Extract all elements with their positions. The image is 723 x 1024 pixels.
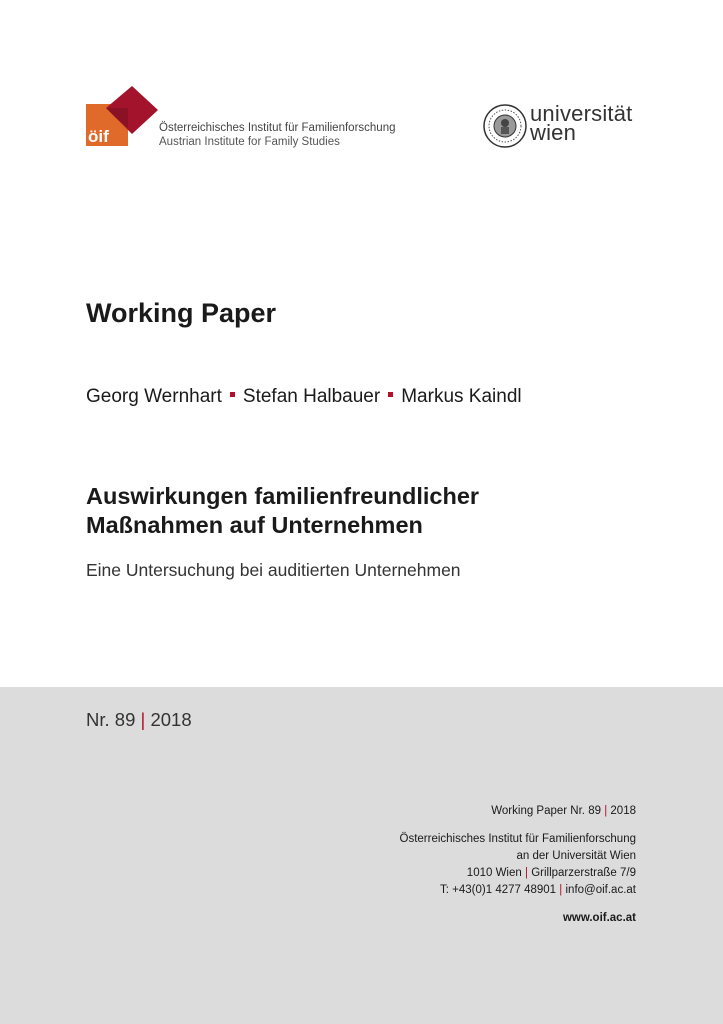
issue-number: [86, 709, 192, 731]
paper-title-line2: Maßnahmen auf Unternehmen: [86, 512, 423, 538]
institute-name-en: Austrian Institute for Family Studies: [159, 136, 340, 148]
imprint-email[interactable]: info@oif.ac.at: [565, 884, 636, 896]
imprint-website-link[interactable]: www.oif.ac.at: [562, 912, 636, 924]
paper-title-line1: Auswirkungen familienfreundlicher: [86, 483, 480, 509]
imprint-address: [236, 865, 636, 882]
author-name: Stefan Halbauer: [242, 386, 381, 407]
imprint-phone: T: +43(0)1 4277 48901: [440, 884, 557, 896]
oif-logo-text: öif: [88, 127, 109, 146]
imprint: [236, 803, 636, 927]
imprint-street: Grillparzerstraße 7/9: [531, 867, 636, 879]
imprint-institute: Österreichisches Institut für Familienforschung: [399, 833, 636, 845]
imprint-separator: |: [604, 805, 608, 817]
imprint-series-year: 2018: [610, 805, 636, 817]
imprint-separator: |: [559, 884, 563, 896]
author-separator: [388, 392, 393, 397]
issue-year: 2018: [150, 709, 192, 730]
institute-name-de: Österreichisches Institut für Familienforschung: [159, 122, 396, 134]
author-name: Georg Wernhart: [86, 386, 222, 407]
imprint-city: 1010 Wien: [466, 867, 522, 879]
university-name-line2: wien: [530, 120, 577, 145]
paper-title: [86, 482, 646, 540]
imprint-series-text: Working Paper Nr. 89: [491, 805, 601, 817]
imprint-series: [236, 803, 636, 820]
imprint-separator: |: [524, 867, 528, 879]
document-type: Working Paper: [86, 298, 277, 328]
university-name-line1: universität: [530, 101, 633, 126]
imprint-contact: [236, 882, 636, 899]
author-separator: [230, 392, 235, 397]
imprint-affiliation: an der Universität Wien: [516, 850, 636, 862]
oif-logo-icon: [86, 86, 166, 146]
paper-subtitle: Eine Untersuchung bei auditierten Unternehmen: [86, 560, 461, 580]
university-seal-icon: [482, 103, 528, 149]
author-name: Markus Kaindl: [401, 386, 522, 407]
author-list: [86, 386, 522, 408]
institute-name: [159, 121, 395, 149]
issue-nr: Nr. 89: [86, 709, 136, 730]
university-name: [530, 101, 633, 145]
issue-separator: |: [140, 709, 146, 730]
